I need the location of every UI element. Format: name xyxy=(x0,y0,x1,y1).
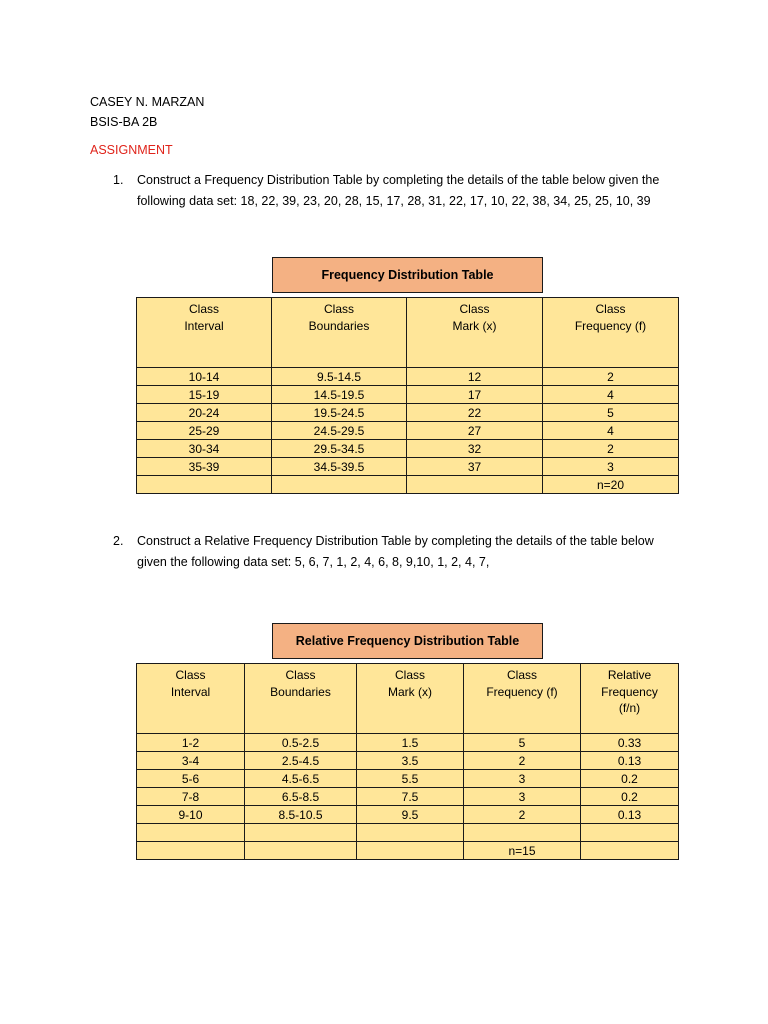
cell-relative-frequency: 0.13 xyxy=(581,752,679,770)
cell-frequency: 4 xyxy=(543,386,679,404)
cell-frequency: 2 xyxy=(543,440,679,458)
cell-boundaries: 19.5-24.5 xyxy=(272,404,407,422)
header-class-mark: Class Mark (x) xyxy=(407,298,543,368)
cell-frequency: 5 xyxy=(464,734,581,752)
header-class-boundaries: Class Boundaries xyxy=(272,298,407,368)
cell-interval: 35-39 xyxy=(137,458,272,476)
table-row xyxy=(137,440,679,458)
table-row xyxy=(137,368,679,386)
header-class-frequency: Class Frequency (f) xyxy=(543,298,679,368)
cell-interval: 25-29 xyxy=(137,422,272,440)
table-2-title: Relative Frequency Distribution Table xyxy=(272,623,543,659)
cell-mark: 17 xyxy=(407,386,543,404)
cell-interval: 1-2 xyxy=(137,734,245,752)
cell-frequency: 3 xyxy=(543,458,679,476)
cell-relative-frequency: 0.33 xyxy=(581,734,679,752)
cell-boundaries: 8.5-10.5 xyxy=(245,806,357,824)
cell-frequency: 2 xyxy=(464,752,581,770)
cell-mark: 12 xyxy=(407,368,543,386)
cell-interval: 3-4 xyxy=(137,752,245,770)
cell-boundaries: 6.5-8.5 xyxy=(245,788,357,806)
cell-frequency: 5 xyxy=(543,404,679,422)
cell-empty xyxy=(137,476,272,494)
cell-frequency: 4 xyxy=(543,422,679,440)
table-1-title: Frequency Distribution Table xyxy=(272,257,543,293)
cell-empty xyxy=(137,824,245,842)
header-class-mark: Class Mark (x) xyxy=(357,664,464,734)
cell-interval: 10-14 xyxy=(137,368,272,386)
cell-mark: 1.5 xyxy=(357,734,464,752)
table-row-empty xyxy=(137,824,679,842)
cell-interval: 7-8 xyxy=(137,788,245,806)
cell-mark: 7.5 xyxy=(357,788,464,806)
student-name: CASEY N. MARZAN xyxy=(90,95,205,109)
cell-boundaries: 29.5-34.5 xyxy=(272,440,407,458)
question-2-text: Construct a Relative Frequency Distribution Table by completing the details of the table below given the following data set: 5, 6, 7, 1, 2, 4, 6, 8, 9,10, 1, 2, 4, 7, xyxy=(137,534,654,569)
table-row xyxy=(137,458,679,476)
cell-interval: 15-19 xyxy=(137,386,272,404)
cell-total: n=20 xyxy=(543,476,679,494)
cell-mark: 3.5 xyxy=(357,752,464,770)
cell-relative-frequency: 0.13 xyxy=(581,806,679,824)
cell-frequency: 2 xyxy=(543,368,679,386)
cell-boundaries: 34.5-39.5 xyxy=(272,458,407,476)
table-total-row xyxy=(137,842,679,860)
relative-frequency-distribution-table xyxy=(136,663,679,860)
cell-empty xyxy=(357,842,464,860)
cell-empty xyxy=(581,842,679,860)
header-class-interval: Class Interval xyxy=(137,664,245,734)
cell-boundaries: 14.5-19.5 xyxy=(272,386,407,404)
table-row xyxy=(137,788,679,806)
cell-empty xyxy=(581,824,679,842)
cell-boundaries: 24.5-29.5 xyxy=(272,422,407,440)
cell-frequency: 3 xyxy=(464,770,581,788)
table-row xyxy=(137,806,679,824)
question-1-text: Construct a Frequency Distribution Table by completing the details of the table below given the following data set: 18, 22, 39, 23, 20, 28, 15, 17, 28, 31, 22, 17, 10, 22, 38, 34, 25, 25, 10, 39 xyxy=(137,173,660,208)
table-header-row xyxy=(137,298,679,368)
header-class-frequency: Class Frequency (f) xyxy=(464,664,581,734)
table-row xyxy=(137,752,679,770)
cell-empty xyxy=(272,476,407,494)
cell-boundaries: 9.5-14.5 xyxy=(272,368,407,386)
cell-mark: 37 xyxy=(407,458,543,476)
question-2 xyxy=(113,531,683,573)
cell-boundaries: 0.5-2.5 xyxy=(245,734,357,752)
frequency-distribution-table xyxy=(136,297,679,494)
cell-mark: 32 xyxy=(407,440,543,458)
cell-empty xyxy=(464,824,581,842)
cell-mark: 5.5 xyxy=(357,770,464,788)
cell-total: n=15 xyxy=(464,842,581,860)
cell-empty xyxy=(245,842,357,860)
header-class-interval: Class Interval xyxy=(137,298,272,368)
header-relative-frequency: Relative Frequency (f/n) xyxy=(581,664,679,734)
cell-interval: 30-34 xyxy=(137,440,272,458)
table-row xyxy=(137,404,679,422)
assignment-heading: ASSIGNMENT xyxy=(90,143,173,157)
cell-boundaries: 2.5-4.5 xyxy=(245,752,357,770)
question-1-number: 1. xyxy=(113,173,124,187)
table-row xyxy=(137,422,679,440)
table-row xyxy=(137,770,679,788)
cell-relative-frequency: 0.2 xyxy=(581,788,679,806)
course-section: BSIS-BA 2B xyxy=(90,115,158,129)
cell-interval: 5-6 xyxy=(137,770,245,788)
cell-empty xyxy=(245,824,357,842)
cell-empty xyxy=(137,842,245,860)
cell-mark: 22 xyxy=(407,404,543,422)
table-header-row xyxy=(137,664,679,734)
cell-frequency: 2 xyxy=(464,806,581,824)
table-row xyxy=(137,386,679,404)
header-class-boundaries: Class Boundaries xyxy=(245,664,357,734)
cell-frequency: 3 xyxy=(464,788,581,806)
table-row xyxy=(137,734,679,752)
cell-boundaries: 4.5-6.5 xyxy=(245,770,357,788)
question-2-number: 2. xyxy=(113,534,124,548)
cell-interval: 20-24 xyxy=(137,404,272,422)
cell-mark: 9.5 xyxy=(357,806,464,824)
cell-empty xyxy=(357,824,464,842)
cell-empty xyxy=(407,476,543,494)
cell-relative-frequency: 0.2 xyxy=(581,770,679,788)
table-total-row xyxy=(137,476,679,494)
cell-interval: 9-10 xyxy=(137,806,245,824)
cell-mark: 27 xyxy=(407,422,543,440)
question-1 xyxy=(113,170,683,232)
